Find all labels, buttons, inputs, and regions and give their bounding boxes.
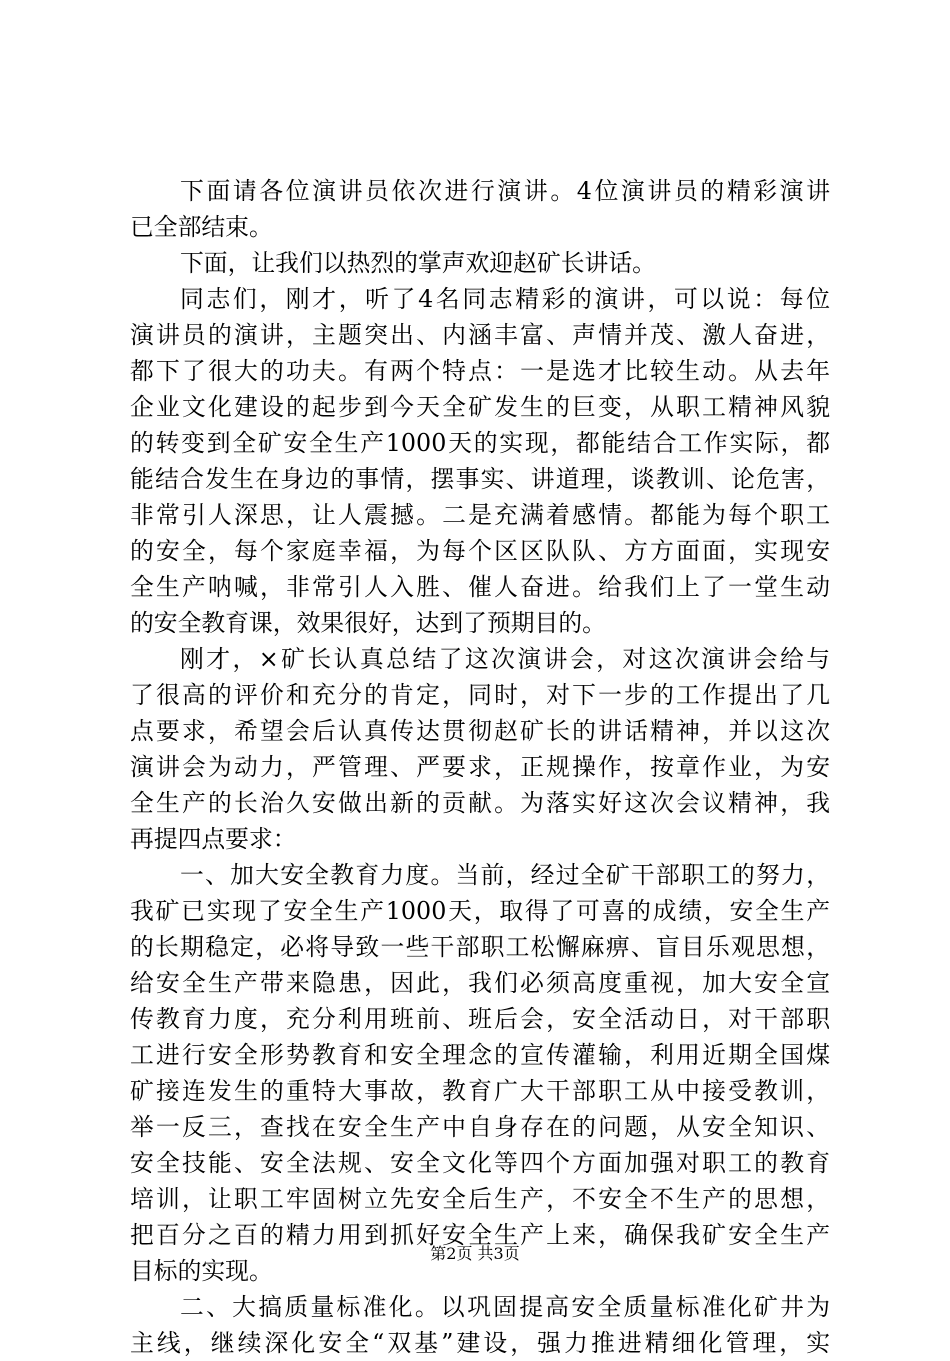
text-line: 的安全教育课，效果很好，达到了预期目的。	[130, 609, 606, 637]
document-body	[130, 173, 830, 1361]
text-line: 的长期稳定，必将导致一些干部职工松懈麻痹、盲目乐观思想，	[130, 933, 830, 961]
text-line: 非常引人深思，让人震撼。二是充满着感情。都能为每个职工	[130, 501, 830, 529]
text-line: 传教育力度，充分利用班前、班后会，安全活动日，对干部职	[130, 1005, 830, 1033]
text-line: 能结合发生在身边的事情，摆事实、讲道理，谈教训、论危害，	[130, 465, 830, 493]
text-line: 再提四点要求：	[130, 825, 297, 853]
text-line: 已全部结束。	[130, 213, 273, 241]
text-line: 的转变到全矿安全生产1000天的实现，都能结合工作实际，都	[130, 429, 830, 457]
text-line: 下面，让我们以热烈的掌声欢迎赵矿长讲话。	[180, 249, 656, 277]
text-line: 全生产的长治久安做出新的贡献。为落实好这次会议精神，我	[130, 789, 830, 817]
text-line: 点要求，希望会后认真传达贯彻赵矿长的讲话精神，并以这次	[130, 717, 830, 745]
text-line: 矿接连发生的重特大事故，教育广大干部职工从中接受教训，	[130, 1077, 830, 1105]
text-line: 一、加大安全教育力度。当前，经过全矿干部职工的努力，	[180, 861, 830, 889]
text-line: 主线，继续深化安全“双基”建设，强力推进精细化管理，实	[130, 1329, 830, 1357]
text-line: 我矿已实现了安全生产1000天，取得了可喜的成绩，安全生产	[130, 897, 830, 925]
text-line: 的安全，每个家庭幸福，为每个区区队队、方方面面，实现安	[130, 537, 830, 565]
text-line: 了很高的评价和充分的肯定，同时，对下一步的工作提出了几	[130, 681, 830, 709]
text-line: 培训，让职工牢固树立先安全后生产，不安全不生产的思想，	[130, 1185, 830, 1213]
text-line: 全生产呐喊，非常引人入胜、催人奋进。给我们上了一堂生动	[130, 573, 830, 601]
text-line: 企业文化建设的起步到今天全矿发生的巨变，从职工精神风貌	[130, 393, 830, 421]
text-line: 给安全生产带来隐患，因此，我们必须高度重视，加大安全宣	[130, 969, 830, 997]
text-line: 工进行安全形势教育和安全理念的宣传灌输，利用近期全国煤	[130, 1041, 830, 1069]
text-line: 把百分之百的精力用到抓好安全生产上来，确保我矿安全生产	[130, 1221, 830, 1249]
text-line: 演讲员的演讲，主题突出、内涵丰富、声情并茂、激人奋进，	[130, 321, 830, 349]
text-line: 二、大搞质量标准化。以巩固提高安全质量标准化矿井为	[180, 1293, 830, 1321]
text-line: 演讲会为动力，严管理、严要求，正规操作，按章作业，为安	[130, 753, 830, 781]
text-line: 都下了很大的功夫。有两个特点：一是选才比较生动。从去年	[130, 357, 830, 385]
text-line: 举一反三，查找在安全生产中自身存在的问题，从安全知识、	[130, 1113, 830, 1141]
page-footer: 第2页 共3页	[430, 1244, 520, 1263]
text-line: 安全技能、安全法规、安全文化等四个方面加强对职工的教育	[130, 1149, 830, 1177]
text-line: 下面请各位演讲员依次进行演讲。4位演讲员的精彩演讲	[180, 177, 830, 205]
text-line: 目标的实现。	[130, 1257, 273, 1285]
text-line: 同志们，刚才，听了4名同志精彩的演讲，可以说：每位	[180, 285, 830, 313]
text-line: 刚才，×矿长认真总结了这次演讲会，对这次演讲会给与	[180, 645, 830, 673]
